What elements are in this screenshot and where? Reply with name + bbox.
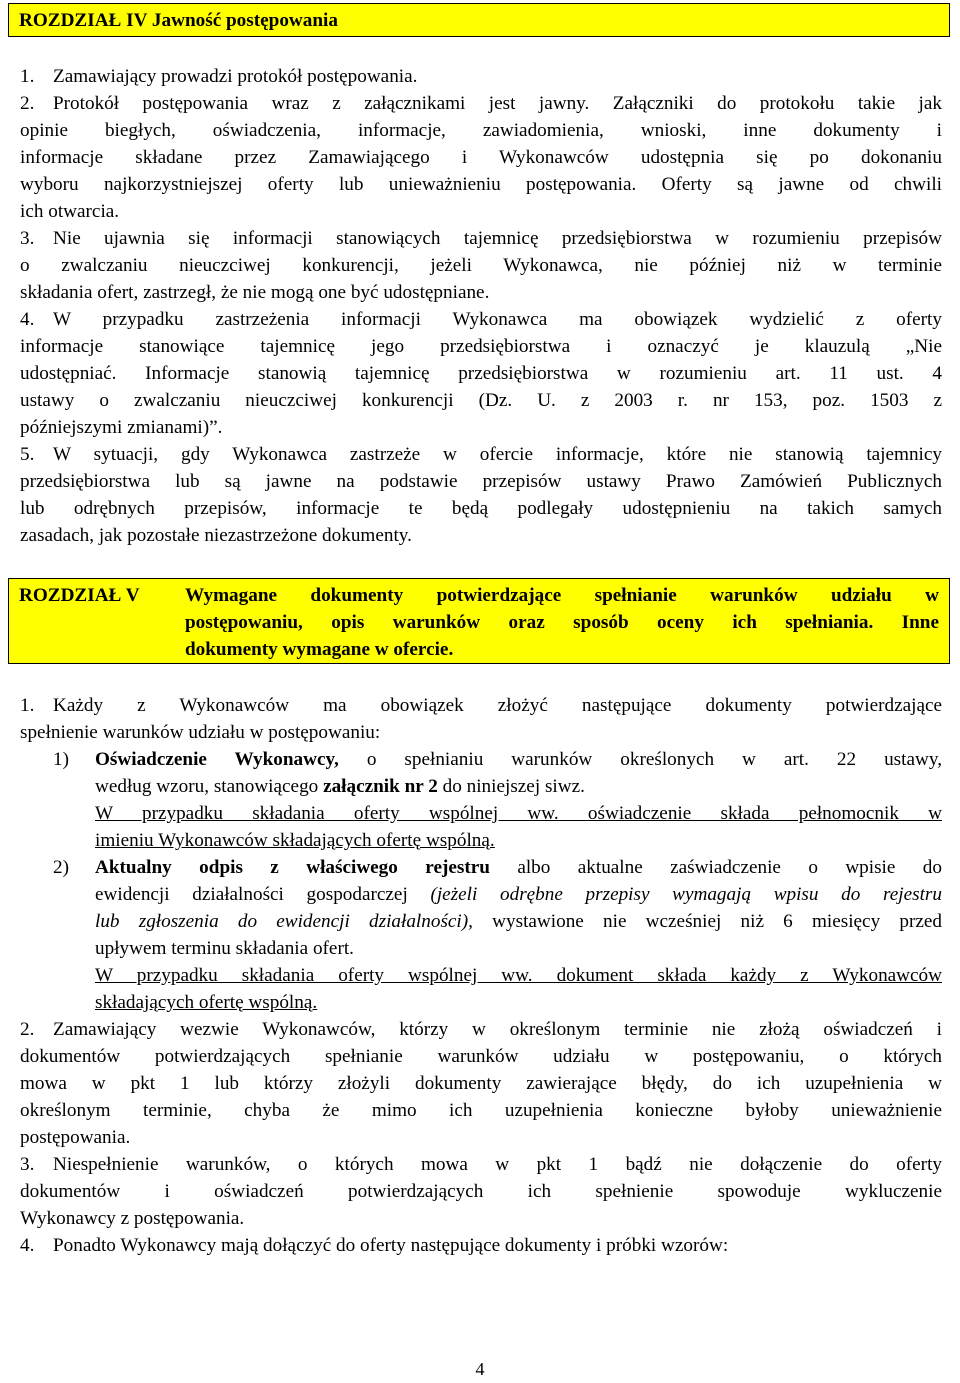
text-line [95, 773, 942, 800]
sub-item-number: 2) [53, 857, 69, 878]
text-line: Niespełnienie warunków, o których mowa w pkt 1 bądź nie dołączenie do oferty [53, 1154, 942, 1175]
item-number: 1. [20, 66, 35, 87]
section-5-heading [8, 578, 950, 664]
item-number: 4. [20, 309, 35, 330]
section-4-list [20, 63, 942, 549]
continuation [20, 117, 942, 225]
text-line: ustawy o zwalczaniu nieuczciwej konkurencji (Dz. U. z 2003 r. nr 153, poz. 1503 z [20, 390, 942, 411]
text-line [95, 908, 942, 935]
sub-item-register [20, 854, 942, 1016]
continuation [20, 468, 942, 549]
text-line: Każdy z Wykonawców ma obowiązek złożyć następujące dokumenty potwierdzające [53, 695, 942, 716]
text-line: ich otwarcia. [20, 201, 120, 222]
text-line: upływem terminu składania ofert. [95, 938, 354, 959]
text-line: mowa w pkt 1 lub którzy złożyli dokumenty zawierające błędy, do ich uzupełnienia w [20, 1073, 942, 1094]
text: składających ofertę wspólną. [95, 992, 318, 1013]
underlined-line [95, 989, 942, 1016]
italic-text: (jeżeli odrębne przepisy wymagają wpisu do rejestru [430, 884, 942, 905]
item-number: 2. [20, 1019, 35, 1040]
sub-item-statement [20, 746, 942, 854]
text-line: Nie ujawnia się informacji stanowiących tajemnicę przedsiębiorstwa w rozumieniu przepisów [53, 228, 942, 249]
text-line: składania ofert, zastrzegł, że nie mogą one być udostępniane. [20, 282, 490, 303]
page-number: 4 [475, 1359, 485, 1379]
bold-text: załącznik nr 2 [323, 776, 438, 797]
text-line: wyboru najkorzystniejszej oferty lub unieważnieniu postępowania. Oferty są jawne od chwili [20, 174, 942, 195]
continuation [20, 333, 942, 441]
section-4-heading [8, 3, 950, 37]
list-item [20, 441, 942, 468]
heading-line: dokumenty wymagane w ofercie. [185, 639, 454, 660]
text-line [95, 746, 942, 773]
list-item [20, 1151, 942, 1178]
text-line: informacje stanowiące tajemnicę jego przedsiębiorstwa i oznaczyć je klauzulą „Nie [20, 336, 942, 357]
list-item [20, 692, 942, 719]
text-line: W przypadku zastrzeżenia informacji Wykonawca ma obowiązek wydzielić z oferty [53, 309, 942, 330]
text-line: lub odrębnych przepisów, informacje te będą podlegały udostępnieniu na takich samych [20, 498, 942, 519]
underlined-line: W przypadku składania oferty wspólnej ww. oświadczenie składa pełnomocnik w [95, 803, 942, 824]
sub-item-number: 1) [53, 749, 69, 770]
text-line: dokumentów i oświadczeń potwierdzających ich spełnienie spowoduje wykluczenie [20, 1181, 942, 1202]
text-line: zasadach, jak pozostałe niezastrzeżone dokumenty. [20, 525, 412, 546]
list-item [20, 306, 942, 333]
text-line [95, 854, 942, 881]
text: ewidencji działalności gospodarczej [95, 884, 431, 905]
text: do niniejszej siwz. [437, 776, 585, 797]
underlined-line [95, 827, 942, 854]
text-line: o zwalczaniu nieuczciwej konkurencji, jeżeli Wykonawca, nie później niż w terminie [20, 255, 942, 276]
text: wystawione nie wcześniej niż 6 miesięcy przed [472, 911, 942, 932]
item-number: 4. [20, 1235, 35, 1256]
list-item [20, 1232, 942, 1259]
item-number: 2. [20, 93, 35, 114]
italic-text: lub zgłoszenia do ewidencji działalności), [95, 911, 473, 932]
item-number: 5. [20, 444, 35, 465]
text: albo aktualne zaświadczenie o wpisie do [489, 857, 942, 878]
item-number: 3. [20, 1154, 35, 1175]
text-line: opinie biegłych, oświadczenia, informacje, zawiadomienia, wnioski, inne dokumenty i [20, 120, 942, 141]
bold-text: Oświadczenie Wykonawcy, [95, 749, 339, 770]
text-line: dokumentów potwierdzających spełnianie warunków udziału w postępowaniu, o których [20, 1046, 942, 1067]
text-line: spełnienie warunków udziału w postępowaniu: [20, 722, 381, 743]
section-4-heading-text: ROZDZIAŁ IV Jawność postępowania [19, 10, 338, 31]
text: o spełnianiu warunków określonych w art. 22 ustawy, [338, 749, 942, 770]
text-line: określonym terminie, chyba że mimo ich uzupełnienia konieczne byłoby unieważnienie [20, 1100, 942, 1121]
text-line: Protokół postępowania wraz z załącznikami jest jawny. Załączniki do protokołu takie jak [53, 93, 942, 114]
list-item [20, 1016, 942, 1043]
item-number: 3. [20, 228, 35, 249]
text-line: Zamawiający prowadzi protokół postępowania. [53, 66, 418, 87]
list-item [20, 225, 942, 252]
text-line: Zamawiający wezwie Wykonawców, którzy w określonym terminie nie złożą oświadczeń i [53, 1019, 942, 1040]
section-5-title [185, 582, 939, 663]
heading-line: Wymagane dokumenty potwierdzające spełnianie warunków udziału w [185, 585, 939, 606]
list-item [20, 90, 942, 117]
text-line: W sytuacji, gdy Wykonawca zastrzeże w ofercie informacje, które nie stanowią tajemnicy [53, 444, 942, 465]
text-line: Wykonawcy z postępowania. [20, 1208, 245, 1229]
text-line [95, 881, 942, 908]
text: imieniu Wykonawców składających ofertę wspólną. [95, 830, 495, 851]
text-line: informacje składane przez Zamawiającego i Wykonawców udostępnia się po dokonaniu [20, 147, 942, 168]
heading-line: postępowaniu, opis warunków oraz sposób oceny ich spełniania. Inne [185, 612, 939, 633]
item-number: 1. [20, 695, 35, 716]
text-line: postępowania. [20, 1127, 131, 1148]
text-line: Ponadto Wykonawcy mają dołączyć do oferty następujące dokumenty i próbki wzorów: [53, 1235, 729, 1256]
underlined-line: W przypadku składania oferty wspólnej ww. dokument składa każdy z Wykonawców [95, 965, 942, 986]
text-line: udostępniać. Informacje stanowią tajemnicę przedsiębiorstwa w rozumieniu art. 11 ust. 4 [20, 363, 942, 384]
continuation [20, 252, 942, 306]
section-5-list [20, 692, 942, 1259]
text-line: przedsiębiorstwa lub są jawne na podstawie przepisów ustawy Prawo Zamówień Publicznych [20, 471, 942, 492]
text: według wzoru, stanowiącego [95, 776, 324, 797]
section-5-label: ROZDZIAŁ V [19, 585, 140, 606]
list-item [20, 63, 942, 90]
text-line: późniejszymi zmianami)”. [20, 417, 223, 438]
bold-text: Aktualny odpis z właściwego rejestru [95, 857, 490, 878]
